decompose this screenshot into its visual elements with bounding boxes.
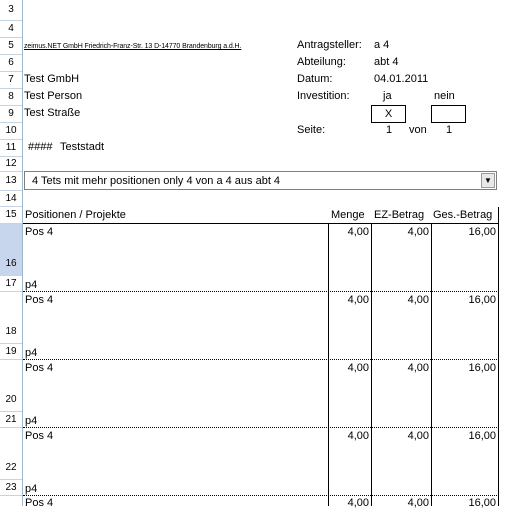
row-header-column xyxy=(0,0,23,506)
position-name[interactable]: Pos 4 xyxy=(25,226,54,238)
menge-value[interactable]: 4,00 xyxy=(347,497,369,509)
row-number[interactable]: 17 xyxy=(0,276,22,292)
row-number[interactable]: 3 xyxy=(0,0,22,21)
column-border xyxy=(498,207,499,506)
recipient-city: Teststadt xyxy=(60,141,105,153)
ges-betrag-value[interactable]: 16,00 xyxy=(468,294,496,306)
request-select-dropdown[interactable] xyxy=(24,171,497,190)
antragsteller-label: Antragsteller: xyxy=(297,39,362,51)
row-number[interactable]: 7 xyxy=(0,72,22,89)
row-number[interactable]: 4 xyxy=(0,21,22,38)
ez-betrag-value[interactable]: 4,00 xyxy=(407,497,429,509)
investition-label: Investition: xyxy=(297,90,350,102)
datum-value: 04.01.2011 xyxy=(374,73,429,85)
position-note[interactable]: p4 xyxy=(25,483,38,495)
row-number[interactable]: 18 xyxy=(0,292,22,344)
ez-betrag-value[interactable]: 4,00 xyxy=(407,226,429,238)
column-border xyxy=(371,224,372,506)
ges-betrag-value[interactable]: 16,00 xyxy=(468,430,496,442)
menge-value[interactable]: 4,00 xyxy=(347,294,369,306)
row-number[interactable]: 11 xyxy=(0,140,22,157)
seite-value: 1 xyxy=(386,124,393,136)
ez-betrag-value[interactable]: 4,00 xyxy=(407,430,429,442)
menge-value[interactable]: 4,00 xyxy=(347,226,369,238)
nein-label: nein xyxy=(434,90,455,102)
sender-address-line: zeimus.NET GmbH Friedrich-Franz-Str. 13 D-14770 Brandenburg a.d.H. xyxy=(24,43,242,50)
row-separator xyxy=(23,427,499,428)
row-separator xyxy=(23,359,499,360)
row-number[interactable]: 22 xyxy=(0,428,22,480)
header-menge: Menge xyxy=(331,209,365,221)
header-positionen: Positionen / Projekte xyxy=(25,209,126,221)
position-note[interactable]: p4 xyxy=(25,347,38,359)
von-label: von xyxy=(409,124,427,136)
position-name[interactable]: Pos 4 xyxy=(25,294,54,306)
menge-value[interactable]: 4,00 xyxy=(347,362,369,374)
abteilung-value: abt 4 xyxy=(374,56,399,68)
ja-label: ja xyxy=(383,90,392,102)
row-number[interactable]: 6 xyxy=(0,55,22,72)
request-select-value: 4 Tets mit mehr positionen only 4 von a 4 aus abt 4 xyxy=(32,175,281,187)
seite-label: Seite: xyxy=(297,124,326,136)
header-ez-betrag: EZ-Betrag xyxy=(374,209,425,221)
antragsteller-value: a 4 xyxy=(374,39,390,51)
row-number[interactable]: 12 xyxy=(0,157,22,172)
ez-betrag-value[interactable]: 4,00 xyxy=(407,294,429,306)
recipient-company: Test GmbH xyxy=(24,73,80,85)
ja-checkbox[interactable]: X xyxy=(371,105,406,123)
row-number-selected[interactable]: 16 xyxy=(0,224,22,276)
recipient-zip: #### xyxy=(28,141,53,153)
position-name[interactable]: Pos 4 xyxy=(25,430,54,442)
datum-label: Datum: xyxy=(297,73,333,85)
nein-checkbox[interactable] xyxy=(431,105,466,123)
row-number[interactable]: 13 xyxy=(0,172,22,191)
row-number[interactable]: 19 xyxy=(0,344,22,360)
ez-betrag-value[interactable]: 4,00 xyxy=(407,362,429,374)
row-number[interactable]: 10 xyxy=(0,123,22,140)
position-note[interactable]: p4 xyxy=(25,279,38,291)
abteilung-label: Abteilung: xyxy=(297,56,346,68)
row-separator xyxy=(23,291,499,292)
ges-betrag-value[interactable]: 16,00 xyxy=(468,497,496,509)
chevron-down-icon[interactable]: ▼ xyxy=(481,173,495,188)
row-number[interactable]: 21 xyxy=(0,412,22,428)
menge-value[interactable]: 4,00 xyxy=(347,430,369,442)
row-number[interactable]: 5 xyxy=(0,38,22,55)
row-number[interactable]: 14 xyxy=(0,191,22,207)
position-name[interactable]: Pos 4 xyxy=(25,497,54,509)
position-name[interactable]: Pos 4 xyxy=(25,362,54,374)
ges-betrag-value[interactable]: 16,00 xyxy=(468,362,496,374)
column-border xyxy=(328,224,329,506)
row-number[interactable]: 8 xyxy=(0,89,22,106)
row-number[interactable]: 23 xyxy=(0,480,22,496)
ges-betrag-value[interactable]: 16,00 xyxy=(468,226,496,238)
column-border xyxy=(431,224,432,506)
recipient-street: Test Straße xyxy=(24,107,81,119)
recipient-person: Test Person xyxy=(24,90,83,102)
row-number[interactable]: 20 xyxy=(0,360,22,412)
row-number[interactable]: 9 xyxy=(0,106,22,123)
header-bottom-border xyxy=(23,223,499,224)
position-note[interactable]: p4 xyxy=(25,415,38,427)
von-value: 1 xyxy=(446,124,453,136)
header-ges-betrag: Ges.-Betrag xyxy=(433,209,493,221)
row-separator xyxy=(23,495,499,496)
row-number[interactable]: 15 xyxy=(0,207,22,224)
